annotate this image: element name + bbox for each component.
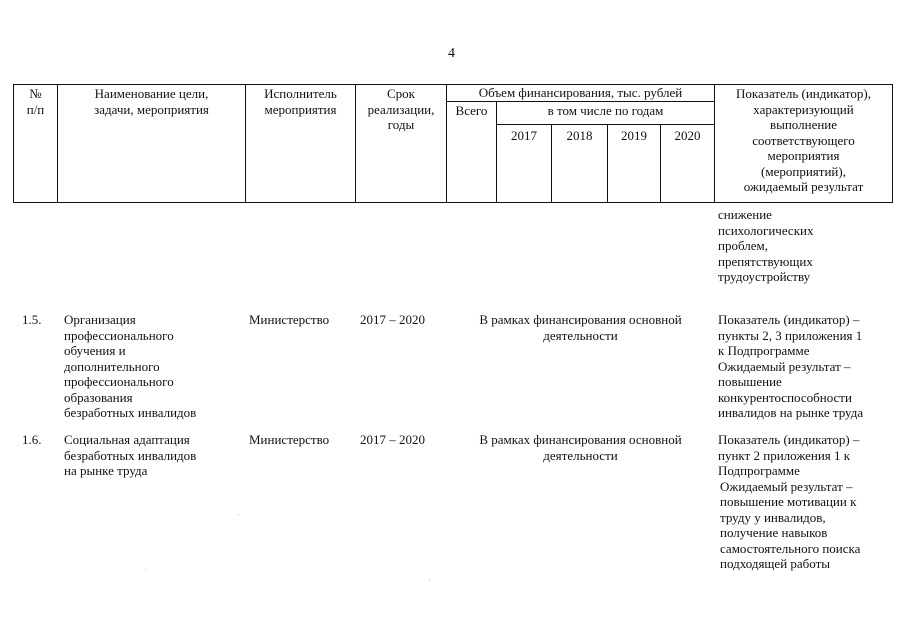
row-term: 2017 – 2020	[360, 432, 425, 447]
header-indicator-line: Показатель (индикатор),	[736, 86, 871, 101]
continuation-line: психологических	[718, 222, 814, 238]
grid-line	[446, 101, 714, 102]
row-financing-line: В рамках финансирования основной	[479, 432, 682, 447]
row-name	[64, 312, 196, 421]
header-by-years: в том числе по годам	[547, 103, 664, 118]
row-indicator-line: Ожидаемый результат –	[720, 478, 853, 494]
row-indicator-line: Ожидаемый результат –	[718, 358, 851, 374]
row-indicator	[718, 312, 863, 421]
row-financing-line: В рамках финансирования основной	[479, 312, 682, 327]
header-indicator-line: мероприятия	[767, 148, 840, 163]
continuation-line: трудоустройству	[718, 269, 811, 284]
header-year-2019: 2019	[621, 128, 647, 143]
grid-line	[13, 202, 893, 203]
header-year-2017: 2017	[511, 128, 537, 143]
row-name-line: обучения и	[64, 343, 126, 358]
header-term	[356, 86, 446, 133]
row-financing-line: деятельности	[543, 447, 618, 463]
row-indicator-line: повышение мотивации к	[720, 494, 857, 509]
row-indicator-line: самостоятельного поиска	[720, 540, 861, 556]
header-executor-line: Исполнитель	[264, 86, 337, 101]
row-executor: Министерство	[249, 432, 330, 447]
header-indicator-line: соответствующего	[752, 132, 855, 148]
row-name-line: безработных инвалидов	[64, 405, 197, 420]
row-indicator-line: пункт 2 приложения 1 к	[718, 447, 851, 463]
row-indicator-line: к Подпрограмме	[718, 343, 810, 358]
header-indicator-line: ожидаемый результат	[743, 179, 864, 194]
row-indicator-line: получение навыков	[720, 525, 828, 540]
row-indicator-line: инвалидов на рынке труда	[718, 405, 864, 420]
scan-speck	[145, 569, 146, 570]
continuation-line: проблем,	[718, 238, 768, 253]
row-num: 1.5.	[22, 312, 42, 327]
row-name-line: профессионального	[64, 374, 174, 389]
row-name-line: дополнительного	[64, 358, 160, 374]
row-indicator-line: Показатель (индикатор) –	[718, 432, 860, 447]
page-number: 4	[448, 46, 455, 61]
header-indicator-line: характеризующий	[753, 101, 854, 117]
row-indicator-line: подходящей работы	[720, 556, 831, 571]
header-year-2020: 2020	[674, 128, 701, 143]
row-name-line: Социальная адаптация	[64, 432, 190, 447]
continuation-line: снижение	[718, 207, 772, 222]
row-term: 2017 – 2020	[360, 312, 425, 327]
header-indicator-line: (мероприятий),	[761, 163, 846, 179]
row-indicator-line: Показатель (индикатор) –	[718, 312, 860, 327]
header-term-line: реализации,	[367, 101, 435, 117]
header-financing: Объем финансирования, тыс. рублей	[478, 85, 683, 100]
header-name-line: Наименование цели,	[94, 86, 209, 101]
row-indicator-line: Подпрограмме	[718, 463, 800, 478]
row-financing	[447, 312, 714, 343]
row-executor: Министерство	[249, 312, 330, 327]
row-name-line: безработных инвалидов	[64, 447, 197, 463]
continuation-line: препятствующих	[718, 253, 813, 269]
row-name-line: профессионального	[64, 327, 174, 343]
row-indicator-line: повышение	[718, 374, 782, 389]
header-num	[14, 86, 57, 117]
header-name-line: задачи, мероприятия	[94, 101, 209, 117]
header-indicator-line: выполнение	[769, 117, 838, 132]
row-name-line: Организация	[64, 312, 136, 327]
row-indicator-line: труду у инвалидов,	[720, 509, 826, 525]
row-name-line: на рынке труда	[64, 463, 148, 478]
header-year-2018: 2018	[566, 128, 593, 143]
row-indicator	[718, 432, 860, 572]
header-name	[58, 86, 245, 117]
row-name	[64, 432, 196, 479]
grid-line	[496, 124, 714, 125]
row-financing-line: деятельности	[543, 327, 618, 343]
header-num-line: №	[29, 86, 42, 101]
header-term-line: Срок	[387, 86, 415, 101]
header-indicator	[715, 86, 892, 195]
grid-line	[892, 84, 893, 203]
header-num-line: п/п	[26, 101, 45, 117]
row-indicator-line: конкурентоспособности	[718, 389, 852, 405]
header-executor	[246, 86, 355, 117]
row-indicator-line: пункты 2, 3 приложения 1	[718, 327, 863, 343]
grid-line	[446, 84, 447, 203]
scan-speck	[238, 514, 239, 515]
header-executor-line: мероприятия	[264, 101, 337, 117]
row-num: 1.6.	[22, 432, 42, 447]
header-total: Всего	[455, 103, 488, 118]
continuation-text	[718, 207, 813, 285]
row-financing	[447, 432, 714, 463]
header-term-line: годы	[387, 117, 415, 132]
scan-speck	[429, 579, 430, 580]
row-name-line: образования	[64, 389, 133, 405]
